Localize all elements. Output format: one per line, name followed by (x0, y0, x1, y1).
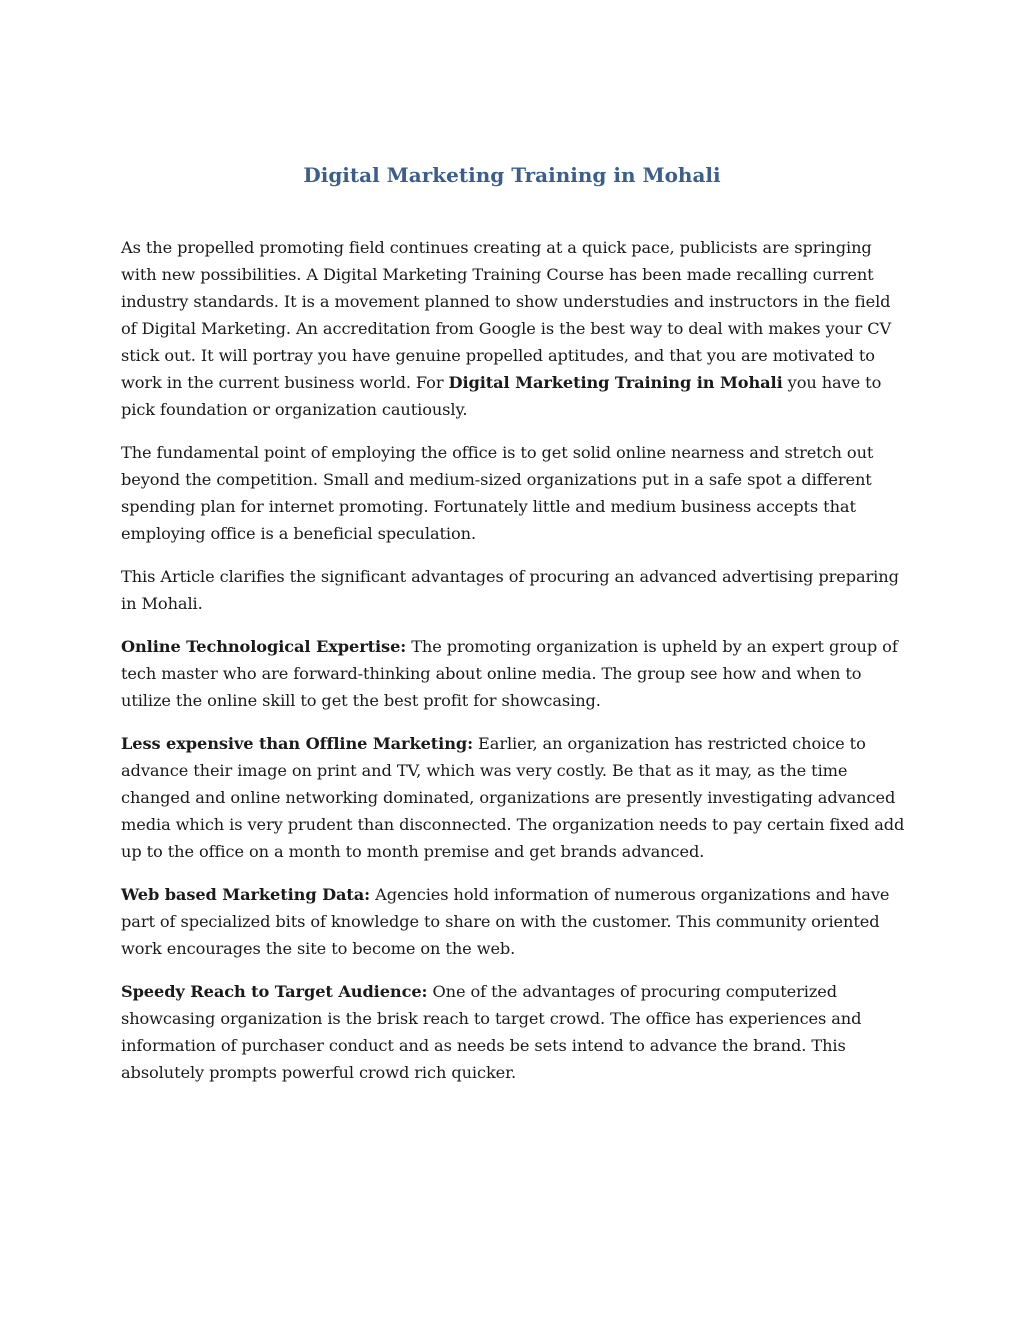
paragraph-text: Earlier, an organization has restricted choice to advance their image on print and TV, which was very costly. Be that as it may, as the time changed and online networking dominated, organizations are presently investigating advanced media which is very prudent than disconnected. The organization needs to pay certain fixed add up to the office on a month to month premise and get brands advanced. (121, 734, 905, 861)
paragraph-fundamental-point (121, 439, 906, 547)
paragraph-text: The promoting organization is upheld by an expert group of tech master who are forward-thinking about online media. The group see how and when to utilize the online skill to get the best profit for showcasing. (121, 637, 898, 710)
paragraph-less-expensive (121, 730, 906, 865)
paragraph-article-summary (121, 563, 906, 617)
paragraph-text: This Article clarifies the significant advantages of procuring an advanced advertising preparing in Mohali. (121, 567, 899, 613)
paragraph-text: The fundamental point of employing the office is to get solid online nearness and stretch out beyond the competition. Small and medium-sized organizations put in a safe spot a different spending plan for internet promoting. Fortunately little and medium business accepts that employing office is a beneficial speculation. (121, 443, 874, 543)
paragraph-text: One of the advantages of procuring computerized showcasing organization is the brisk reach to target crowd. The office has experiences and information of purchaser conduct and as needs be sets intend to advance the brand. This absolutely prompts powerful crowd rich quicker. (121, 982, 862, 1082)
paragraph-text: As the propelled promoting field continues creating at a quick pace, publicists are springing with new possibilities. A Digital Marketing Training Course has been made recalling current industry standards. It is a movement planned to show understudies and instructors in the field of Digital Marketing. An accreditation from Google is the best way to deal with makes your CV stick out. It will portray you have genuine propelled aptitudes, and that you are motivated to work in the current business world. For (121, 238, 892, 392)
paragraph-text: Agencies hold information of numerous organizations and have part of specialized bits of knowledge to share on with the customer. This community oriented work encourages the site to become on the web. (121, 885, 890, 958)
paragraph-lead: Less expensive than Offline Marketing: (121, 734, 473, 753)
paragraph-intro (121, 234, 906, 423)
paragraph-lead: Online Technological Expertise: (121, 637, 407, 656)
paragraph-web-marketing-data (121, 881, 906, 962)
paragraph-online-expertise (121, 633, 906, 714)
paragraph-lead: Speedy Reach to Target Audience: (121, 982, 428, 1001)
paragraph-tail: you have to pick foundation or organization cautiously. (121, 373, 882, 419)
document-body (121, 234, 906, 1102)
document-title: Digital Marketing Training in Mohali (303, 163, 721, 187)
paragraph-speedy-reach (121, 978, 906, 1086)
inline-bold-keyword: Digital Marketing Training in Mohali (448, 373, 783, 392)
paragraph-lead: Web based Marketing Data: (121, 885, 371, 904)
